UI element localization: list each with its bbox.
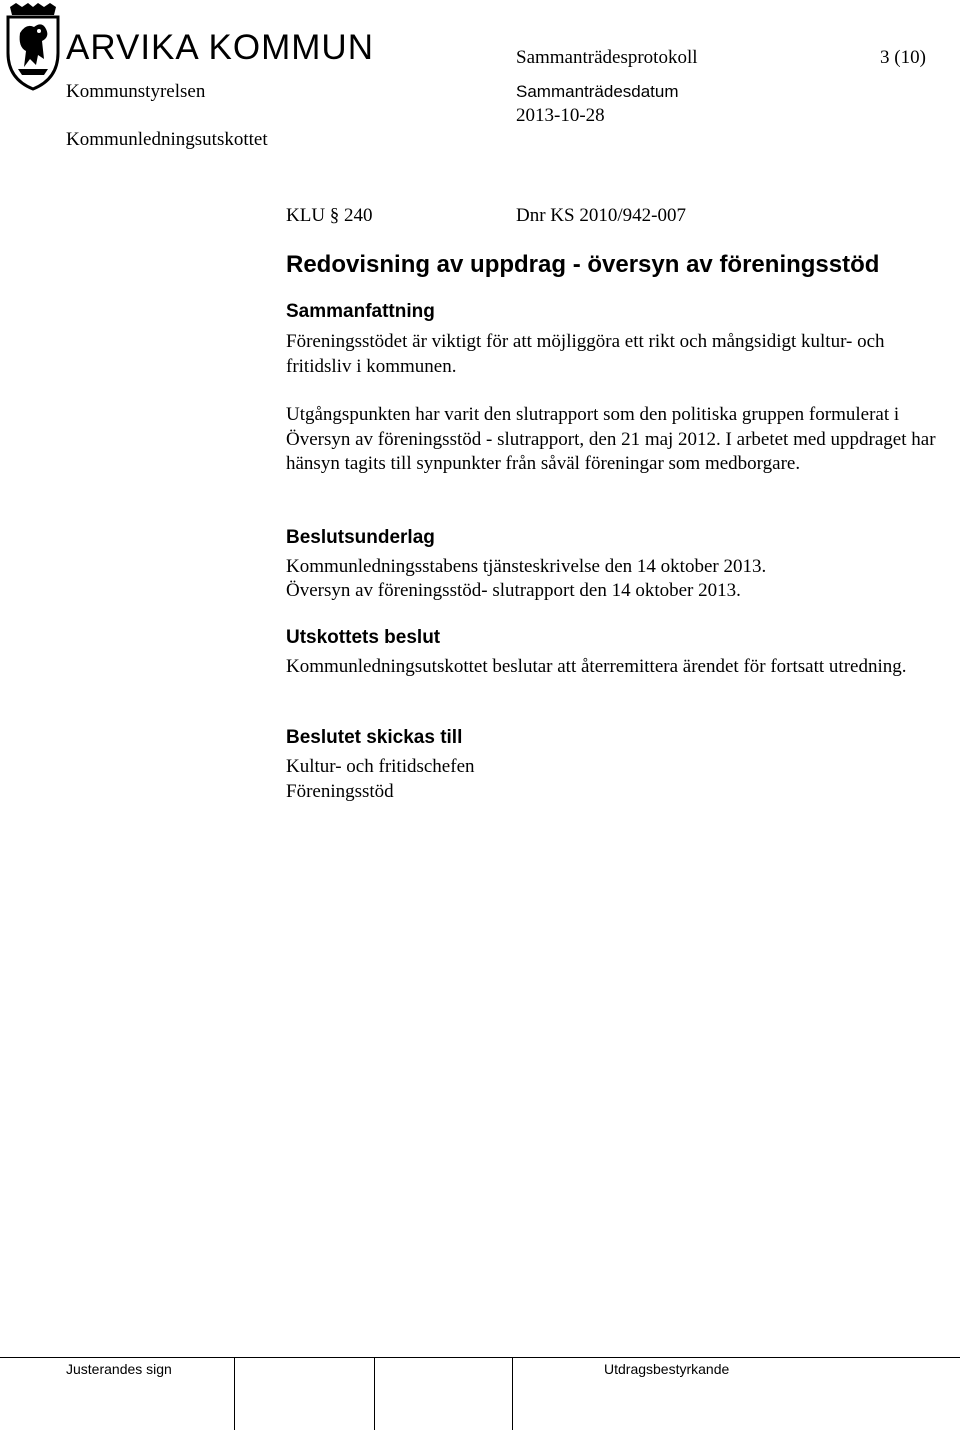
recipient-2: Föreningsstöd <box>286 781 394 802</box>
recipients-heading: Beslutet skickas till <box>286 727 463 748</box>
decision-text: Kommunledningsutskottet beslutar att återremittera ärendet för fortsatt utredning. <box>286 656 907 677</box>
basis-heading: Beslutsunderlag <box>286 527 435 548</box>
committee-name: Kommunledningsutskottet <box>66 129 268 150</box>
certification-label: Utdragsbestyrkande <box>604 1361 730 1377</box>
paragraph-number: KLU § 240 <box>286 205 373 226</box>
summary-heading: Sammanfattning <box>286 301 435 322</box>
logo-wordmark: ARVIKA KOMMUN <box>66 28 374 67</box>
diary-number: Dnr KS 2010/942-007 <box>516 205 686 226</box>
page-number: 3 (10) <box>880 47 926 68</box>
signature-box-divider <box>234 1358 235 1430</box>
decision-heading: Utskottets beslut <box>286 627 441 648</box>
organization-name: Kommunstyrelsen <box>66 81 206 102</box>
summary-paragraph-2: Utgångspunkten har varit den slutrapport som den politiska gruppen formulerat i Översyn av föreningsstöd - slutrapport, den 21 maj 2012. I arbetet med uppdraget har hänsyn tagits till synpunkter från såväl föreningar som medborgare. <box>286 404 936 474</box>
signature-box-divider <box>512 1358 513 1430</box>
basis-item-2: Översyn av föreningsstöd- slutrapport den 14 oktober 2013. <box>286 580 741 601</box>
meeting-date-label: Sammanträdesdatum <box>516 82 679 101</box>
summary-paragraph-1: Föreningsstödet är viktigt för att möjliggöra ett rikt och mångsidigt kultur- och fritidsliv i kommunen. <box>286 331 885 377</box>
document-type: Sammanträdesprotokoll <box>516 47 698 68</box>
municipal-crest-icon <box>4 3 62 91</box>
signature-box-divider <box>374 1358 375 1430</box>
case-title: Redovisning av uppdrag - översyn av föreningsstöd <box>286 251 880 278</box>
basis-item-1: Kommunledningsstabens tjänsteskrivelse den 14 oktober 2013. <box>286 556 767 577</box>
footer-divider <box>0 1357 960 1358</box>
recipient-1: Kultur- och fritidschefen <box>286 756 475 777</box>
signature-label: Justerandes sign <box>66 1361 172 1377</box>
meeting-date-value: 2013-10-28 <box>516 105 605 126</box>
